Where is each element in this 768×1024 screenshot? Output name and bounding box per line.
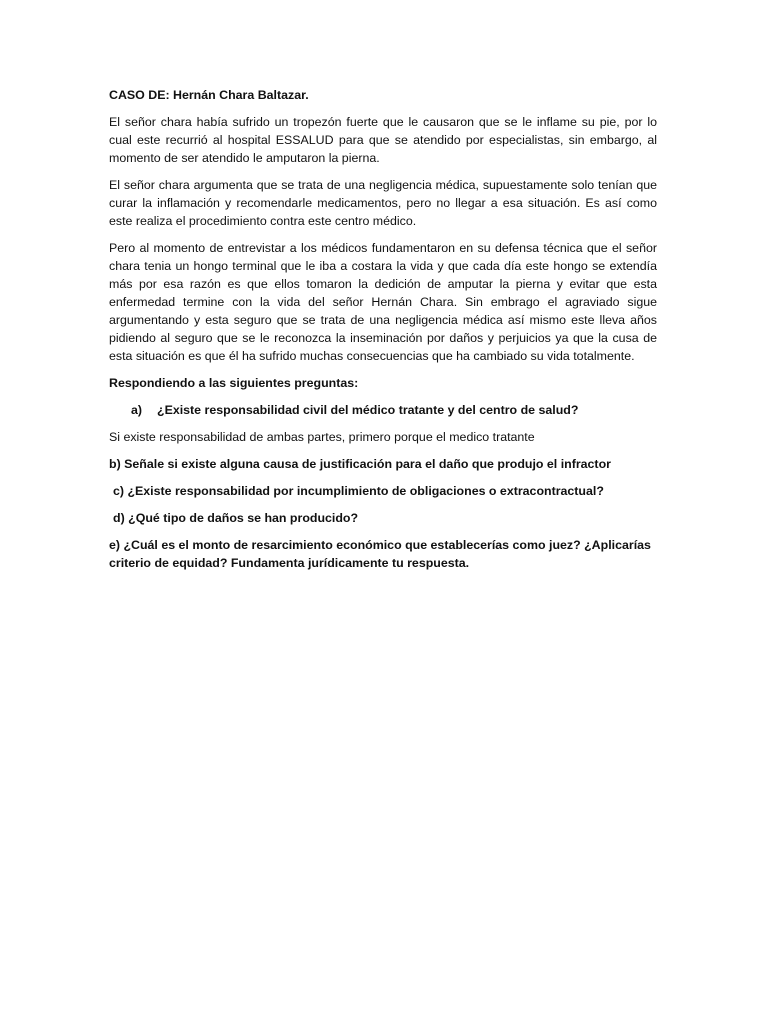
question-a-text: ¿Existe responsabilidad civil del médico tratante y del centro de salud? <box>157 403 579 417</box>
paragraph-3: Pero al momento de entrevistar a los médicos fundamentaron en su defensa técnica que el señor chara tenia un hongo terminal que le iba a costara la vida y que cada día este hongo se extendía más por esa razón es que ellos tomaron la dedición de amputar la pierna y evitar que esta enfermedad termine con la vida del señor Hernán Chara. Sin embrago el agraviado sigue argumentando y esta seguro que se trata de una negligencia médica así mismo este lleva años pidiendo al seguro que se le reconozca la inseminación por daños y perjuicios ya que la cusa de esta situación es que él ha sufrido muchas consecuencias que ha cambiado su vida totalmente. <box>109 241 657 363</box>
question-c: c) ¿Existe responsabilidad por incumplimiento de obligaciones o extracontractual? <box>113 484 604 498</box>
question-d: d) ¿Qué tipo de daños se han producido? <box>113 511 359 525</box>
question-e: e) ¿Cuál es el monto de resarcimiento económico que establecerías como juez? ¿Aplicarías criterio de equidad? Fundamenta jurídicamente tu respuesta. <box>109 538 651 570</box>
paragraph-1: El señor chara había sufrido un tropezón fuerte que le causaron que se le inflame su pie, por lo cual este recurrió al hospital ESSALUD para que se atendido por especialistas, sin embargo, al momento de ser atendido le amputaron la pierna. <box>109 115 657 165</box>
document-title: CASO DE: Hernán Chara Baltazar. <box>109 88 309 102</box>
answer-a: Si existe responsabilidad de ambas partes, primero porque el medico tratante <box>109 430 535 444</box>
document-body <box>109 86 657 581</box>
question-a <box>109 401 657 419</box>
questions-intro: Respondiendo a las siguientes preguntas: <box>109 376 359 390</box>
paragraph-2: El señor chara argumenta que se trata de una negligencia médica, supuestamente solo tenían que curar la inflamación y recomendarle medicamentos, pero no llegar a esa situación. Es así como este realiza el procedimiento contra este centro médico. <box>109 178 657 228</box>
question-b: b) Señale si existe alguna causa de justificación para el daño que produjo el infractor <box>109 457 611 471</box>
question-a-marker: a) <box>131 403 143 417</box>
